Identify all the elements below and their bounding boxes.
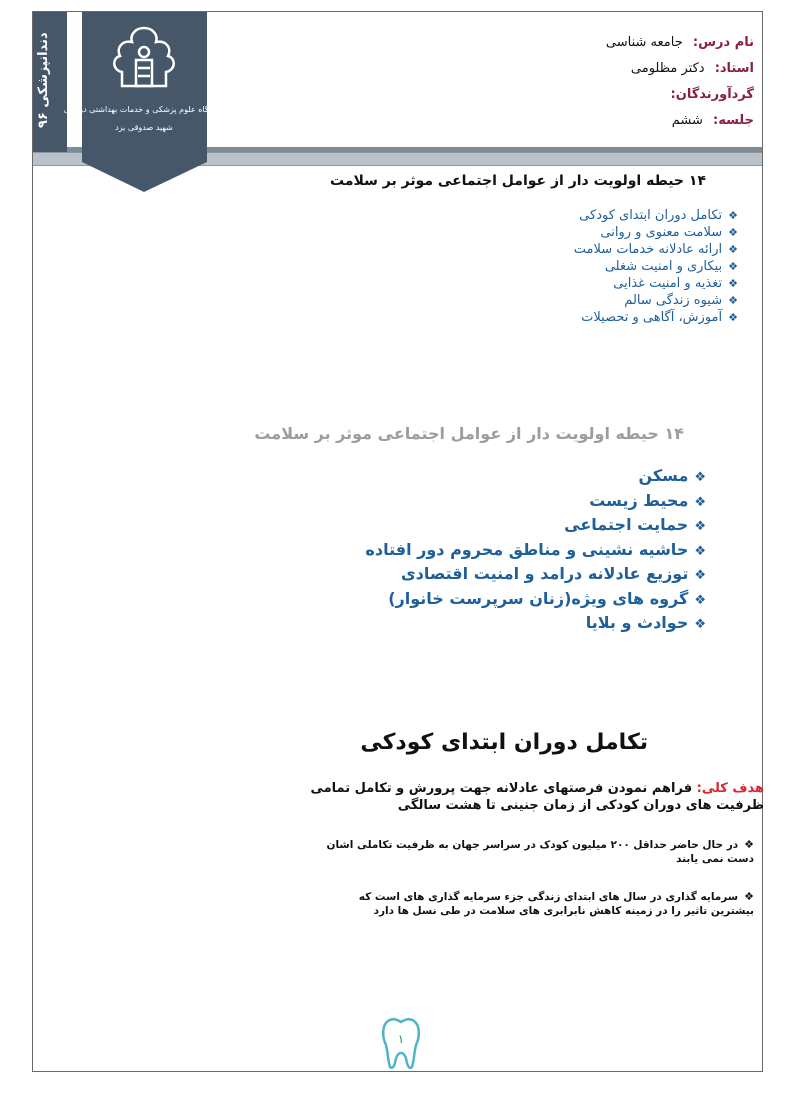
list-item: ❖توزیع عادلانه درامد و امنیت اقتصادی: [401, 564, 706, 583]
page-number: ۱: [397, 1032, 405, 1046]
goal-text-line2: ظرفیت های دوران کودکی از زمان جنینی تا هشت سالگی: [397, 798, 764, 813]
goal-label: هدف کلی:: [696, 781, 764, 796]
session-label: جلسه:: [713, 113, 754, 128]
info-row-course: [374, 30, 754, 56]
bullet-icon: ❖: [694, 617, 706, 632]
course-value: جامعه شناسی: [605, 35, 683, 50]
compilers-label: گردآورندگان:: [670, 87, 754, 102]
list-item: ❖تکامل دوران ابتدای کودکی: [579, 208, 738, 223]
bullet-icon: ❖: [728, 260, 738, 273]
teacher-value: دکتر مظلومی: [630, 61, 705, 76]
note-item: ❖در حال حاضر حداقل ۲۰۰ میلیون کودک در سراسر جهان به ظرفیت تکاملی اشان دست نمی یابند: [326, 838, 754, 865]
bullet-icon: ❖: [694, 494, 706, 510]
session-value: ششم: [671, 113, 703, 128]
bullet-icon: ❖: [694, 592, 706, 608]
section1-list: [258, 207, 738, 326]
section1-title: ۱۴ حیطه اولویت دار از عوامل اجتماعی موثر بر سلامت: [330, 173, 706, 189]
list-item: ❖آموزش، آگاهی و تحصیلات: [581, 310, 738, 325]
bullet-icon: ❖: [744, 890, 754, 903]
side-ribbon-text: دندانپزشکی ۹۶: [36, 32, 51, 128]
bullet-icon: ❖: [694, 568, 706, 583]
bullet-icon: ❖: [694, 543, 706, 559]
list-item: ❖ارائه عادلانه خدمات سلامت: [573, 242, 738, 257]
bullet-icon: ❖: [728, 311, 738, 324]
teacher-label: استاد:: [714, 61, 754, 76]
bullet-icon: ❖: [728, 294, 738, 307]
list-item: ❖گروه های ویژه(زنان سرپرست خانوار): [388, 588, 706, 608]
section3-title: تکامل دوران ابتدای کودکی: [360, 730, 648, 755]
bullet-icon: ❖: [728, 209, 738, 222]
bullet-icon: ❖: [728, 243, 738, 256]
course-info: [374, 30, 754, 134]
section2-list: [206, 465, 706, 637]
bullet-icon: ❖: [744, 838, 754, 851]
list-item: ❖تغذیه و امنیت غذایی: [613, 276, 738, 291]
bullet-icon: ❖: [728, 277, 738, 290]
goal-paragraph: [264, 780, 764, 814]
list-item: ❖شیوه زندگی سالم: [624, 293, 738, 308]
list-item: ❖حوادث و بلایا: [585, 613, 706, 632]
list-item: ❖حاشیه نشینی و مناطق محروم دور افتاده: [365, 539, 706, 559]
note-item: ❖سرمایه گذاری در سال های ابتدای زندگی جزء سرمایه گذاری های است که بیشترین تاثیر را در زمینه کاهش نابرابری های سلامت در طی نسل ها دارد: [358, 890, 754, 917]
bullet-icon: ❖: [728, 226, 738, 239]
logo-text-line1: دانشگاه علوم پزشکی و خدمات بهداشتی درمانی: [63, 105, 225, 114]
bullet-icon: ❖: [694, 519, 706, 534]
list-item: ❖حمایت اجتماعی: [564, 515, 706, 534]
bullet-icon: ❖: [694, 470, 706, 485]
course-label: نام درس:: [692, 35, 754, 50]
university-logo-banner: [63, 12, 225, 192]
info-row-session: [374, 108, 754, 134]
list-item: ❖محیط زیست: [589, 490, 706, 510]
goal-text-line1: فراهم نمودن فرصتهای عادلانه جهت پرورش و تکامل تمامی: [310, 781, 697, 796]
section2-title: ۱۴ حیطه اولویت دار از عوامل اجتماعی موثر بر سلامت: [254, 424, 684, 443]
list-item: ❖سلامت معنوی و روانی: [600, 225, 738, 240]
logo-text-line2: شهید صدوقی یزد: [115, 123, 173, 132]
list-item: ❖بیکاری و امنیت شغلی: [604, 259, 738, 274]
info-row-compilers: [374, 82, 754, 108]
tooth-icon: [380, 1015, 422, 1069]
info-row-teacher: [374, 56, 754, 82]
list-item: ❖مسکن: [638, 466, 706, 485]
